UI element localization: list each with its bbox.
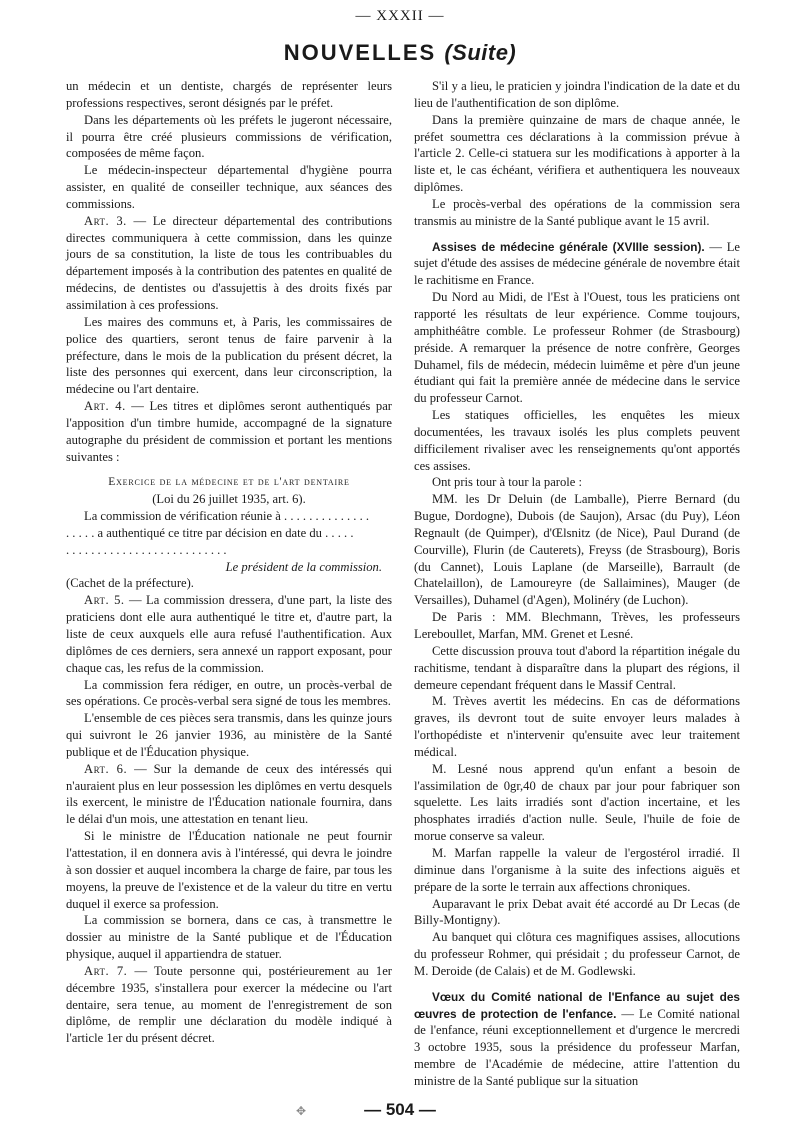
paragraph: Cette discussion prouva tout d'abord la répartition inégale du rachitisme, tendant à disparaître dans la plupart des régions, il demeure cependant fréquent dans le Massif Central. (414, 643, 740, 692)
page-title (0, 40, 800, 66)
paragraph: Les statiques officielles, les enquêtes les mieux documentées, les travaux isolés les plus complets peuvent difficilement rivaliser avec les renseignements qu'ont apportés ces assises. (414, 408, 740, 473)
voeux-section (414, 989, 740, 1090)
stamp-president: Le président de la commission. (225, 559, 382, 574)
paragraph: Les maires des communs et, à Paris, les commissaires de police des quartiers, seront tenus de faire parvenir à la préfecture, dans le mois de la publication du présent décret, la liste des personnes qui exercent, dans leur circonscription, la médecine ou l'art dentaire. (66, 314, 392, 397)
stamp-heading: Exercice de la médecine et de l'art dentaire (108, 476, 350, 489)
left-column (66, 78, 392, 1047)
paragraph: Au banquet qui clôtura ces magnifiques assises, allocutions du professeur Rohmer, qui présidait ; du professeur Carnot, de M. Deroide (de Calais) et de M. Godlewski. (414, 930, 740, 978)
section-heading: Vœux du Comité national de l'Enfance au sujet des œuvres de protection de l'enfance. (414, 989, 740, 1021)
paragraph: Le médecin-inspecteur départemental d'hygiène pourra assister, en qualité de conseiller technique, aux séances des commissions. (66, 163, 392, 211)
paragraph: M. Lesné nous apprend qu'un enfant a besoin de l'assimilation de 0gr,40 de chaux par jour pour fabriquer son squelette. Les laits irradiés sont d'action incertaine, et les phosphates irradiés d'action nulle. Seule, l'huile de foie de morue conserve sa valeur. (414, 761, 740, 844)
stamp-cachet: (Cachet de la préfecture). (66, 576, 194, 591)
article-text: — Le directeur départemental des contributions directes communiquera à cette commission, dans les quinze jours de sa constitution, la liste de tous les contribuables du département imposés à la contribution des patentes en qualité de médecins, de dentistes ou d'assujettis à des droits fixés par assimilation à ces professions. (66, 213, 392, 312)
article-text: — Toute personne qui, postérieurement au 1er décembre 1935, s'installera pour exercer la médecine ou l'art dentaire, sera tenue, au moment de l'enregistrement de son diplôme, de remplir une déclaration du modèle indiqué à l'article 1er du présent décret. (66, 963, 392, 1046)
article-label: Art. 6. (84, 761, 128, 776)
paragraph: La commission fera rédiger, en outre, un procès-verbal de ses opérations. Ce procès-verbal sera signé de tous les membres. (66, 677, 392, 709)
article-label: Art. 5. (84, 593, 125, 608)
page-number: — 504 — (364, 1100, 436, 1119)
paragraph: MM. les Dr Deluin (de Lamballe), Pierre Bernard (du Bugue, Dordogne), Dubois (de Saujon), Arsac (du Puy), Léon Regnault (de Quimper), d'Œlsnitz (de Nice), Paul Durand (de Courville), Flurin (de Cauterets), Freyss (de Strasbourg), Boris (du Cannet), Louis Laplane (de Marseille), Barrault (de Chatelaillon), de Lamoureyre (de Sallaimines), Mauger (de Versailles), Duhamel (d'Agen), Molinéry (de Luchon). (414, 492, 740, 608)
right-column (414, 78, 740, 1090)
title-suite: (Suite) (444, 40, 517, 65)
paragraph: De Paris : MM. Blechmann, Trèves, les professeurs Lereboullet, Marfan, MM. Grenet et Lesné. (414, 610, 740, 641)
paragraph: L'ensemble de ces pièces sera transmis, dans les quinze jours qui suivront le 26 janvier 1936, au ministère de la Santé publique et de l'Éducation physique. (66, 711, 392, 759)
paragraph: Dans les départements où les préfets le jugeront nécessaire, il pourra être créé plusieurs commissions de vérification, composées de même façon. (66, 112, 392, 161)
paragraph: Du Nord au Midi, de l'Est à l'Ouest, tous les praticiens ont rapporté les résultats de leur expérience. Comme toujours, amphithéâtre comble. Le professeur Rohmer (de Strasbourg) préside. A remarquer la présence de notre confrère, Georges Duhamel, fils de médecin, médecin luimême et père d'un jeune étudiant qui fait la première année de médecine dans le service du professeur Carnot. (414, 290, 740, 406)
paragraph: La commission se bornera, dans ce cas, à transmettre le dossier au ministre de la Santé publique et de l'Éducation physique, auquel il appartiendra de statuer. (66, 913, 392, 962)
section-heading: Assises de médecine générale (XVIIIe session). (432, 239, 705, 254)
article-label: Art. 3. (84, 213, 127, 228)
article-label: Art. 4. (84, 399, 126, 414)
stamp-authentique-line: . . . . . a authentiqué ce titre par décision en date du . . . . . (66, 525, 354, 540)
assises-section (414, 239, 740, 290)
article-text: — Sur la demande de ceux des intéressés qui n'auraient plus en leur possession les diplômes en vertu desquels ils exercent, le ministre de l'Éducation nationale fournira, dans le délai d'un mois, une attestation en tenant lieu. (66, 761, 392, 827)
paragraph: Si le ministre de l'Éducation nationale ne peut fournir l'attestation, il en donnera avis à l'intéressé, qui devra le joindre à son dossier et auquel incombera la charge de faire, par tous les moyens, la preuve de l'existence et de la valeur du titre en vertu duquel il exerce sa profession. (66, 829, 392, 911)
section-text: — Le sujet d'étude des assises de médecine générale de novembre était le rachitisme en France. (414, 239, 740, 288)
paragraph: Le procès-verbal des opérations de la commission sera transmis au ministre de la Santé publique avant le 15 avril. (414, 196, 740, 228)
paragraph: Dans la première quinzaine de mars de chaque année, le préfet soumettra ces déclarations à la commission prévue à l'article 2. Celle-ci statuera sur les modifications à apporter à la liste et, le cas échéant, vérifiera et authentiquera les nouveaux diplômes. (414, 112, 740, 195)
stamp-dots-line: . . . . . . . . . . . . . . . . . . . . . . . . . . (66, 542, 227, 557)
article-5 (66, 592, 392, 676)
stamp-commission-line: La commission de vérification réunie à . . . . . . . . . . . . . . (84, 509, 370, 524)
section-text: — Le Comité national de l'enfance, réuni exceptionnellement et d'urgence le mercredi 3 octobre 1935, sous la présidence du professeur Marfan, membre de l'Académie de médecine, attire l'attention du ministre de la Santé publique sur la situation (414, 1006, 740, 1088)
article-text: — La commission dressera, d'une part, la liste des praticiens dont elle aura authentiqué le titre et, d'autre part, la liste de ceux auxquels elle aura refusé l'authentification. Aux diplômes de ces derniers, sera annexé un rapport exposant, pour chaque cas, les refus de la commission. (66, 593, 392, 675)
article-label: Art. 7. (84, 963, 128, 978)
article-6 (66, 761, 392, 828)
article-text: — Les titres et diplômes seront authentiqués par l'apposition d'un timbre humide, accompagné de la signature autographe du président de commission et portant les mentions suivantes : (66, 399, 392, 464)
paragraph: M. Marfan rappelle la valeur de l'ergostérol irradié. Il diminue dans l'organisme à la suite des infections aiguës et prépare de la sorte le terrain aux affections chroniques. (414, 845, 740, 894)
ornament-mark: ✥ (296, 1104, 307, 1118)
title-main: NOUVELLES (283, 40, 437, 65)
article-3 (66, 213, 392, 314)
paragraph: S'il y a lieu, le praticien y joindra l'indication de la date et du lieu de l'authentification de son diplôme. (414, 79, 740, 110)
article-7 (66, 963, 392, 1047)
stamp-law-reference: (Loi du 26 juillet 1935, art. 6). (152, 492, 306, 507)
roman-page-numeral: — XXXII — (355, 8, 445, 24)
article-4 (66, 398, 392, 465)
paragraph: Ont pris tour à tour la parole : (432, 475, 583, 490)
paragraph: M. Trèves avertit les médecins. En cas de déformations graves, ils devront tout de suite envoyer leurs malades à l'orthopédiste et n'intervenir qu'ensuite avec leur traitement médical. (414, 694, 740, 759)
paragraph: Auparavant le prix Debat avait été accordé au Dr Lecas (de Billy-Montigny). (414, 896, 740, 928)
paragraph: un médecin et un dentiste, chargés de représenter leurs professions respectives, seront désignés par le préfet. (66, 79, 392, 110)
